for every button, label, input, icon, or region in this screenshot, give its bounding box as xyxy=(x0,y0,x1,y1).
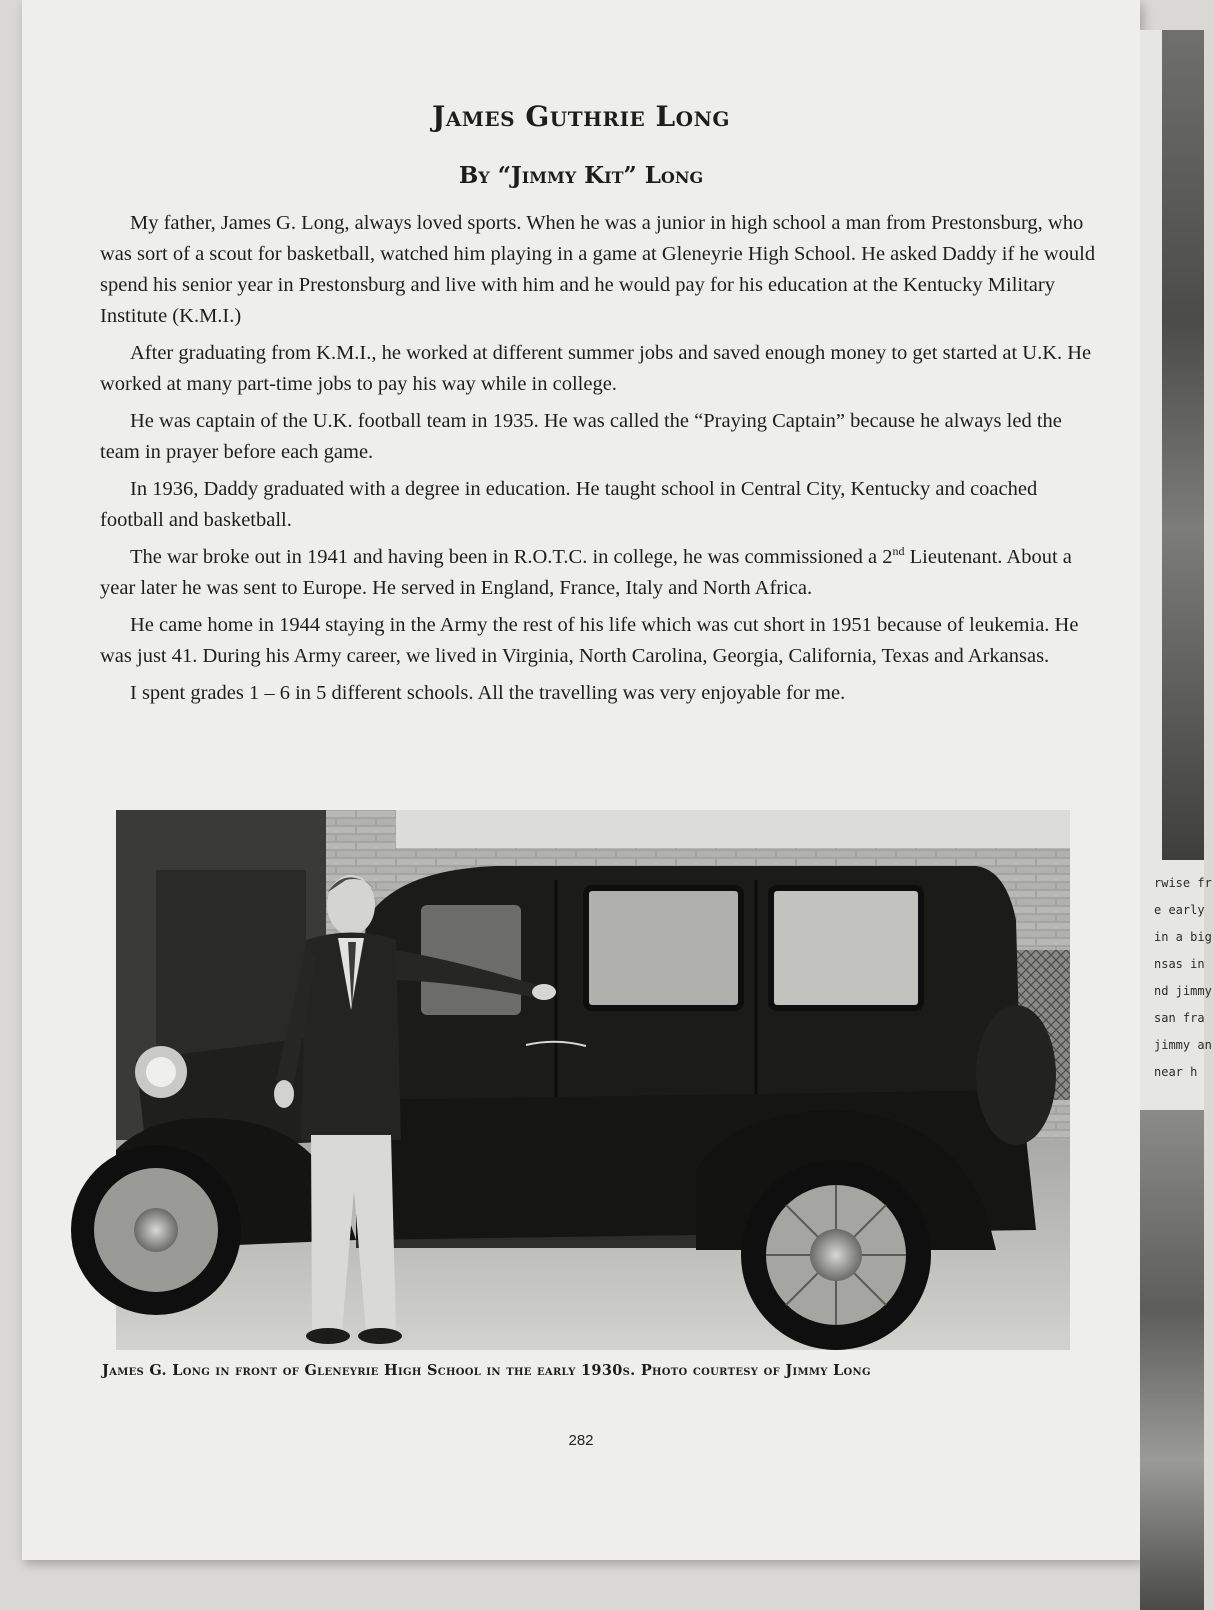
facing-page-photo-top xyxy=(1162,30,1204,860)
caption-fragment: jimmy an xyxy=(1154,1038,1212,1052)
paragraph: In 1936, Daddy graduated with a degree in education. He taught school in Central City, Kentucky and coached football and basketball. xyxy=(100,478,1038,531)
paragraph: He was captain of the U.K. football team in 1935. He was called the “Praying Captain” because he always led the team in prayer before each game. xyxy=(100,410,1062,463)
article-byline: By “Jimmy Kit” Long xyxy=(458,162,704,189)
war-text-before: The war broke out in 1941 and having been in R.O.T.C. in college, he was commissioned a 2 xyxy=(130,546,893,568)
caption-fragment: e early xyxy=(1154,903,1205,917)
caption-fragment: in a big xyxy=(1154,930,1212,944)
paragraph: After graduating from K.M.I., he worked at different summer jobs and saved enough money to get started at U.K. He worked at many part-time jobs to pay his way while in college. xyxy=(100,342,1092,395)
caption-fragment: nd jimmy xyxy=(1154,984,1212,998)
book-page xyxy=(22,0,1140,1560)
paragraph: My father, James G. Long, always loved sports. When he was a junior in high school a man from Prestonsburg, who was sort of a scout for basketball, watched him playing in a game at Gleneyrie High School. He asked Daddy if he would spend his senior year in Prestonsburg and live with him and he would pay for his education at the Kentucky Military Institute (K.M.I.) xyxy=(100,212,1096,327)
paragraph: He came home in 1944 staying in the Army the rest of his life which was cut short in 1951 because of leukemia. He was just 41. During his Army career, we lived in Virginia, North Carolina, Georgia, California, Texas and Arkansas. xyxy=(100,614,1079,667)
facing-page-caption xyxy=(1154,870,1214,1086)
article-body xyxy=(100,208,1096,715)
caption-fragment: rwise fr xyxy=(1154,876,1212,890)
photo-caption: James G. Long in front of Gleneyrie High School in the early 1930s. Photo courtesy of Jimmy Long xyxy=(102,1362,871,1379)
facing-page-photo-bottom xyxy=(1140,1110,1204,1610)
war-text-after: Lieutenant. About a year later he was sent to Europe. He served in England, France, Italy and North Africa. xyxy=(100,546,1072,599)
caption-fragment: nsas in xyxy=(1154,957,1205,971)
facing-page-edge xyxy=(1140,30,1212,1600)
paragraph: I spent grades 1 – 6 in 5 different schools. All the travelling was very enjoyable for me. xyxy=(130,682,846,704)
page-number: 282 xyxy=(568,1432,594,1449)
caption-fragment: san fra xyxy=(1154,1011,1205,1025)
article-title: James Guthrie Long xyxy=(432,100,730,133)
ordinal-superscript: nd xyxy=(892,544,905,559)
caption-fragment: near h xyxy=(1154,1065,1198,1079)
historic-photo-man-with-car xyxy=(116,810,1070,1350)
paragraph-war xyxy=(100,542,1096,604)
